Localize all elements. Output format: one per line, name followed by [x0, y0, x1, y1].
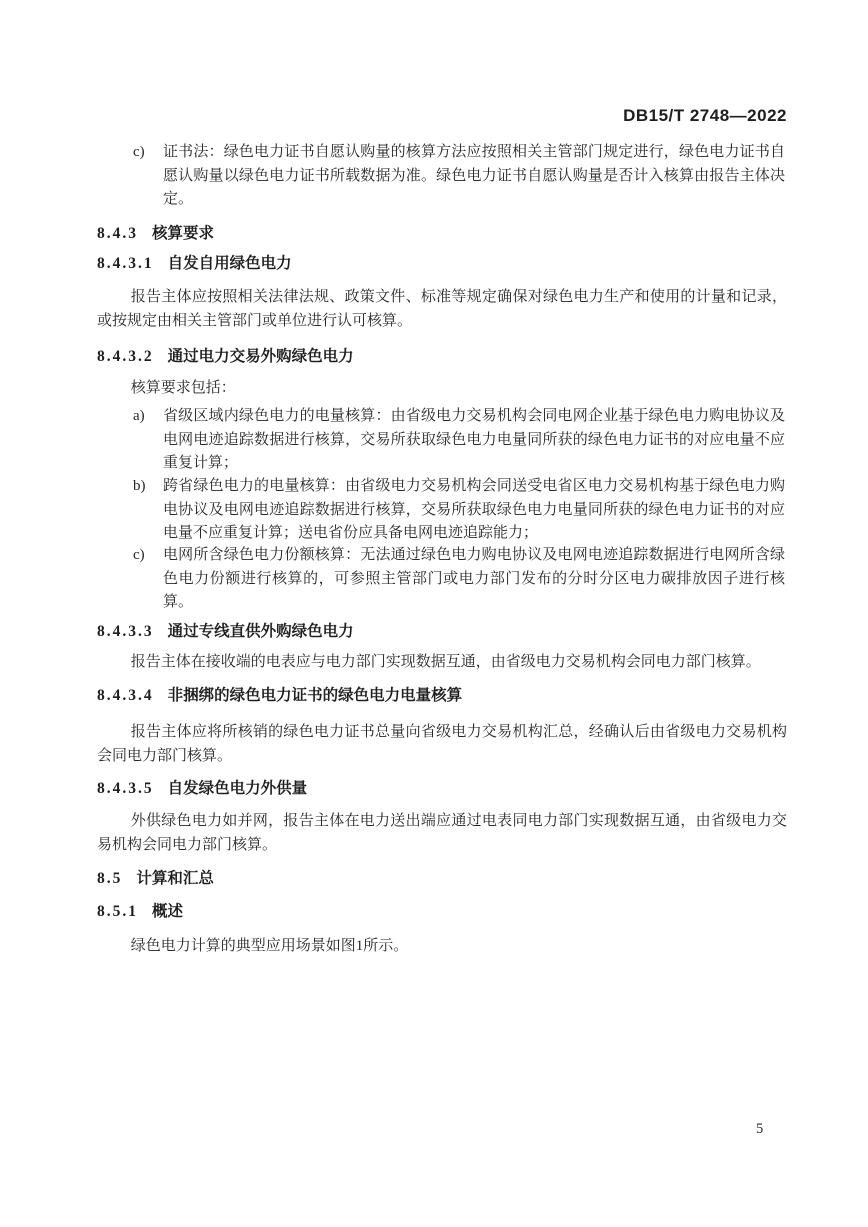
- section-number: 8.5: [97, 870, 123, 887]
- section-title: 核算要求: [152, 225, 215, 242]
- section-title: 计算和汇总: [136, 870, 214, 887]
- section-title: 概述: [152, 903, 184, 920]
- list-marker: a): [133, 408, 145, 424]
- list-item-text: 证书法：绿色电力证书自愿认购量的核算方法应按照相关主管部门规定进行，绿色电力证书自愿认购量以绿色电力证书所载数据为准。绿色电力证书自愿认购量是否计入核算由报告主体决定。: [163, 144, 785, 207]
- paragraph-8-4-3-1: 报告主体应按照相关法律法规、政策文件、标准等规定确保对绿色电力生产和使用的计量和记录，或按规定由相关主管部门或单位进行认可核算。: [97, 289, 787, 329]
- section-title: 自发自用绿色电力: [167, 255, 292, 272]
- paragraph-8-4-3-3: 报告主体在接收端的电表应与电力部门实现数据互通，由省级电力交易机构会同电力部门核算。: [130, 654, 761, 670]
- section-number: 8.4.3.2: [97, 348, 154, 365]
- document-code-header: DB15/T 2748—2022: [623, 106, 787, 125]
- list-marker: c): [133, 547, 145, 563]
- section-heading-8-4-3-4: [97, 686, 787, 706]
- list-item-text: 跨省绿色电力的电量核算：由省级电力交易机构会同送受电省区电力交易机构基于绿色电力购电协议及电网电迹追踪数据进行核算，交易所获取绿色电力电量同所获的绿色电力证书的对应电量不应重复计算；送电省份应具备电网电迹追踪能力；: [163, 478, 785, 541]
- paragraph-8-4-3-5: 外供绿色电力如并网，报告主体在电力送出端应通过电表同电力部门实现数据互通，由省级电力交易机构会同电力部门核算。: [97, 813, 787, 853]
- list-item-text: 省级区域内绿色电力的电量核算：由省级电力交易机构会同电网企业基于绿色电力购电协议及电网电迹追踪数据进行核算，交易所获取绿色电力电量同所获的绿色电力证书的对应电量不应重复计算；: [163, 408, 785, 471]
- section-heading-8-4-3-5: [97, 779, 787, 799]
- paragraph-list-intro: 核算要求包括：: [130, 380, 236, 396]
- section-title: 非捆绑的绿色电力证书的绿色电力电量核算: [167, 687, 463, 704]
- section-number: 8.4.3: [97, 225, 138, 242]
- section-title: 通过专线直供外购绿色电力: [167, 623, 354, 640]
- list-marker: c): [133, 144, 145, 160]
- section-heading-8-4-3: [97, 224, 787, 244]
- list-item-provincial-accounting: [97, 405, 785, 476]
- section-heading-8-4-3-3: [97, 622, 787, 642]
- section-heading-8-5: [97, 869, 787, 889]
- section-heading-8-4-3-1: [97, 254, 787, 274]
- section-number: 8.4.3.1: [97, 255, 154, 272]
- section-number: 8.4.3.3: [97, 623, 154, 640]
- section-number: 8.4.3.4: [97, 687, 154, 704]
- list-item-grid-share-accounting: [97, 544, 785, 615]
- section-heading-8-4-3-2: [97, 347, 787, 367]
- list-item-certificate-method: [97, 141, 785, 212]
- paragraph-8-5-1: 绿色电力计算的典型应用场景如图1所示。: [130, 938, 409, 954]
- section-title: 自发绿色电力外供量: [167, 780, 308, 797]
- list-marker: b): [133, 478, 146, 494]
- paragraph-8-4-3-4: 报告主体应将所核销的绿色电力证书总量向省级电力交易机构汇总，经确认后由省级电力交易机构会同电力部门核算。: [97, 724, 787, 764]
- page-number: 5: [756, 1121, 764, 1137]
- list-item-text: 电网所含绿色电力份额核算：无法通过绿色电力购电协议及电网电迹追踪数据进行电网所含绿色电力份额进行核算的，可参照主管部门或电力部门发布的分时分区电力碳排放因子进行核算。: [163, 547, 785, 610]
- section-heading-8-5-1: [97, 902, 787, 922]
- section-title: 通过电力交易外购绿色电力: [167, 348, 354, 365]
- list-item-cross-province-accounting: [97, 475, 785, 546]
- section-number: 8.4.3.5: [97, 780, 154, 797]
- section-number: 8.5.1: [97, 903, 138, 920]
